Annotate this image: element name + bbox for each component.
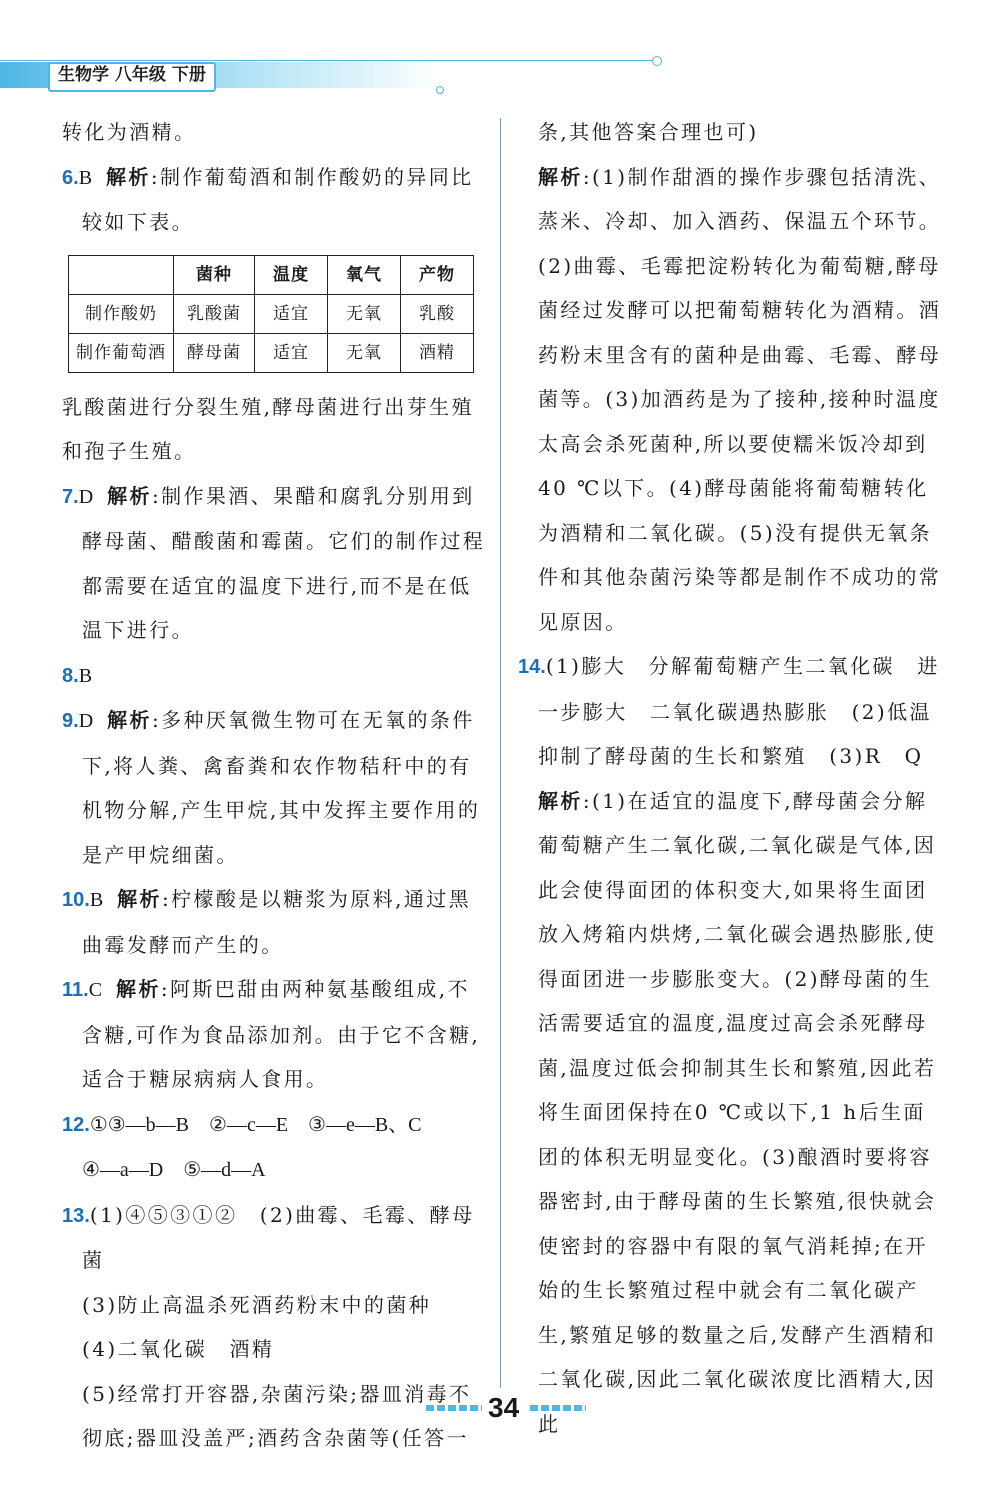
table-header-cell [69, 255, 174, 294]
q11-number: 11. [62, 979, 89, 1001]
table-cell: 乳酸菌 [174, 294, 255, 333]
q8-answer: B [78, 664, 93, 687]
table-header-row [69, 255, 474, 294]
q13-number: 13. [62, 1204, 90, 1227]
question-12 [62, 1102, 488, 1193]
q14-number: 14. [518, 656, 546, 678]
q9-analysis: :多种厌氧微生物可在无氧的条件下,将人粪、禽畜粪和农作物秸秆中的有机物分解,产生甲烷,其中发挥主要作用的是产甲烷细菌。 [82, 708, 481, 867]
question-8 [62, 653, 488, 699]
q11-analysis-label: 解析 [116, 977, 161, 1001]
q10-answer: B [89, 889, 104, 911]
book-title: 生物学 八年级 下册 [48, 62, 216, 92]
q7-analysis: :制作果酒、果醋和腐乳分别用到酵母菌、醋酸菌和霉菌。它们的制作过程都需要在适宜的温度下进行,而不是在低温下进行。 [82, 483, 486, 642]
table-cell: 酵母菌 [174, 333, 255, 372]
q6-number: 6. [62, 166, 79, 189]
table-cell: 适宜 [255, 333, 328, 372]
q6-answer: B [78, 166, 93, 189]
question-9 [62, 698, 488, 877]
header-rule [0, 60, 655, 61]
question-11 [62, 967, 488, 1102]
q10-number: 10. [62, 889, 90, 911]
page-footer [420, 1390, 590, 1426]
question-10 [62, 877, 488, 967]
table-cell: 制作酸奶 [69, 294, 174, 333]
q14-answer: (1)膨大 分解葡萄糖产生二氧化碳 进一步膨大 二氧化碳遇热膨胀 (2)低温抑制了酵母菌的生长和繁殖 (3)R Q [538, 654, 940, 768]
table-cell: 制作葡萄酒 [69, 333, 174, 372]
table-row [69, 333, 474, 372]
header-rule-end-dot [652, 56, 662, 66]
q13-answer-4: (4)二氧化碳 酒精 [82, 1337, 275, 1361]
column-divider [500, 118, 501, 1388]
q12-matching-line-1: ①③—b—B ②—c—E ③—e—B、C [89, 1113, 422, 1136]
footer-ornament-right [530, 1405, 586, 1411]
question-7 [62, 474, 488, 653]
q8-number: 8. [62, 664, 79, 687]
table-cell: 无氧 [328, 294, 401, 333]
q14-analysis-label: 解析 [538, 788, 583, 813]
table-row [69, 294, 474, 333]
q9-answer: D [78, 710, 94, 732]
q13-analysis-label: 解析 [538, 164, 583, 189]
comparison-table [68, 255, 474, 373]
q14-analysis [518, 779, 948, 1447]
table-cell: 乳酸 [401, 294, 474, 333]
table-header-cell: 温度 [255, 255, 328, 294]
q9-number: 9. [62, 710, 79, 732]
q5-tail: 转化为酒精。 [62, 120, 197, 144]
q10-analysis-label: 解析 [117, 887, 162, 911]
q7-number: 7. [62, 485, 79, 508]
page-header [0, 50, 660, 100]
q13-answer-3: (3)防止高温杀死酒药粉末中的菌种 [82, 1292, 432, 1317]
q9-analysis-label: 解析 [107, 708, 152, 732]
q11-analysis: :阿斯巴甜由两种氨基酸组成,不含糖,可作为食品添加剂。由于它不含糖,适合于糖尿病病人食用。 [82, 977, 481, 1091]
table-cell: 酒精 [401, 333, 474, 372]
q11-answer: C [88, 979, 103, 1001]
table-header-cell: 产物 [401, 255, 474, 294]
table-header-cell: 氧气 [328, 255, 401, 294]
question-14 [518, 644, 948, 779]
q12-number: 12. [62, 1113, 90, 1136]
q7-answer: D [78, 485, 94, 508]
q13-answer-1-2: (1)④⑤③①② (2)曲霉、毛霉、酵母菌 [82, 1202, 475, 1272]
q6-analysis-label: 解析 [106, 164, 151, 189]
q10-analysis: :柠檬酸是以糖浆为原料,通过黑曲霉发酵而产生的。 [82, 887, 472, 957]
q7-analysis-label: 解析 [107, 483, 152, 508]
question-6 [62, 155, 488, 245]
q14-analysis-text: :(1)在适宜的温度下,酵母菌会分解葡萄糖产生二氧化碳,二氧化碳是气体,因此会使得面团的体积变大,如果将生面团放入烤箱内烘烤,二氧化碳会遇热膨胀,使得面团进一步膨胀变大。(2)酵母菌的生活需要适宜的温度,温度过高会杀死酵母菌,温度过低会抑制其生长和繁殖,因此若将生面团保持在0 ℃或以下,1 h后生面团的体积无明显变化。(3)酿酒时要将容器密封,由于酵母菌的生长繁殖,很快就会使密封的容器中有限的氧气消耗掉;在开始的生长繁殖过程中就会有二氧化碳产生,繁殖足够的数量之后,发酵产生酒精和二氧化碳,因此二氧化碳浓度比酒精大,因此 [538, 788, 937, 1436]
q13-answer-5: (5)经常打开容器,杂菌污染;器皿消毒不彻底;器皿没盖严;酒药含杂菌等(任答一 [82, 1381, 472, 1450]
q13-analysis [518, 155, 948, 645]
q13-answer-continued: 条,其他答案合理也可) [538, 120, 759, 144]
table-cell: 适宜 [255, 294, 328, 333]
q13-analysis-text: :(1)制作甜酒的操作步骤包括清洗、蒸米、冷却、加入酒药、保温五个环节。(2)曲霉、毛霉把淀粉转化为葡萄糖,酵母菌经过发酵可以把葡萄糖转化为酒精。酒药粉末里含有的菌种是曲霉、毛霉、酵母菌等。(3)加酒药是为了接种,接种时温度太高会杀死菌种,所以要使糯米饭冷却到40 ℃以下。(4)酵母菌能将葡萄糖转化为酒精和二氧化碳。(5)没有提供无氧条件和其他杂菌污染等都是制作不成功的常见原因。 [538, 164, 942, 634]
left-column [62, 110, 488, 1461]
table-header-cell: 菌种 [174, 255, 255, 294]
header-band-end-dot [436, 86, 444, 94]
right-column [518, 110, 948, 1446]
q12-matching-line-2: ④—a—D ⑤—d—A [82, 1159, 266, 1181]
q6-analysis: :制作葡萄酒和制作酸奶的异同比较如下表。 [82, 164, 474, 234]
page-number: 34 [488, 1392, 520, 1423]
q6-analysis-continued: 乳酸菌进行分裂生殖,酵母菌进行出芽生殖和孢子生殖。 [62, 394, 474, 463]
footer-ornament-left [426, 1405, 482, 1411]
table-cell: 无氧 [328, 333, 401, 372]
